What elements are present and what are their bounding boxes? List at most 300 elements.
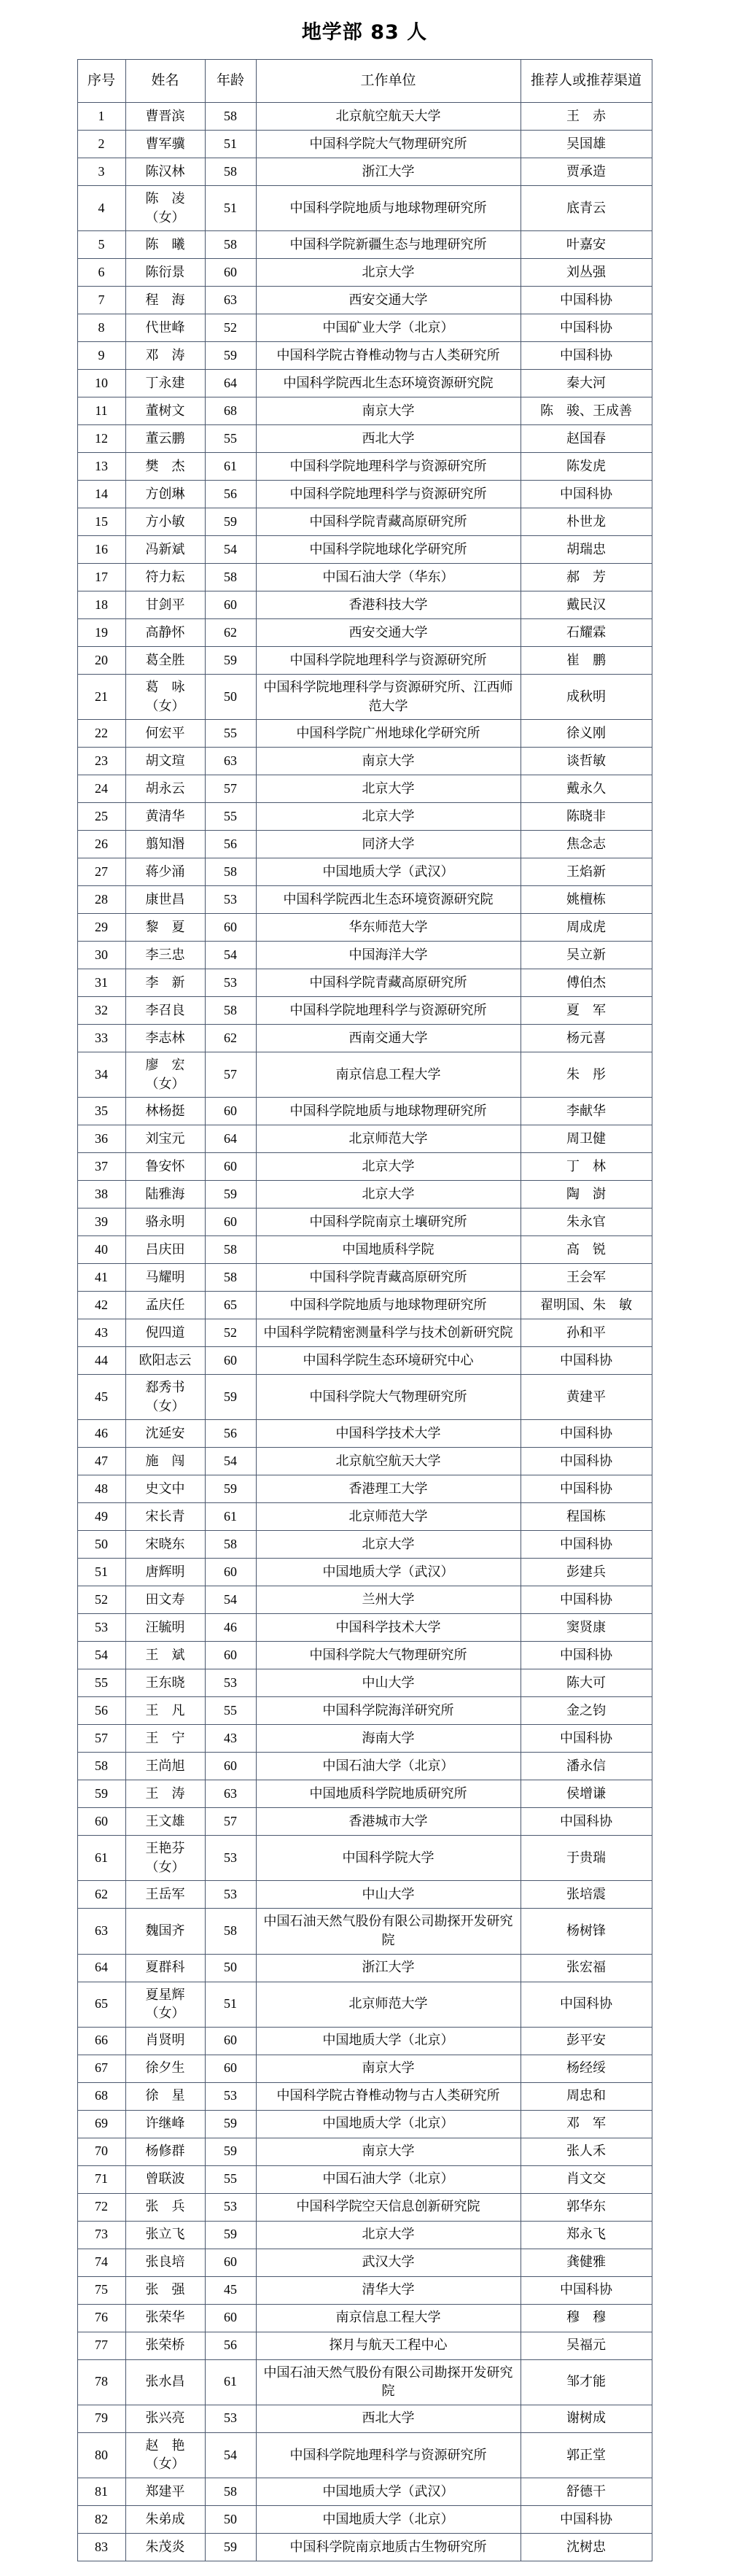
cell-age: 60 (205, 2304, 256, 2332)
member-name: 徐夕生 (145, 2060, 185, 2076)
member-name: 杨修群 (145, 2144, 185, 2159)
cell-name (125, 2432, 205, 2478)
cell-name (125, 942, 205, 969)
cell-work-unit: 北京大学 (256, 259, 521, 287)
cell-age: 52 (205, 314, 256, 342)
cell-name (125, 2110, 205, 2138)
cell-name (125, 1292, 205, 1319)
cell-recommender: 龚健雅 (521, 2249, 652, 2276)
cell-name (125, 1475, 205, 1503)
cell-age: 53 (205, 1881, 256, 1909)
member-name: 邓 涛 (145, 347, 185, 362)
cell-age: 60 (205, 259, 256, 287)
cell-age: 58 (205, 858, 256, 886)
cell-age: 59 (205, 342, 256, 370)
table-row (77, 2478, 652, 2505)
member-name: 施 闯 (145, 1454, 185, 1469)
cell-index: 8 (77, 314, 125, 342)
cell-work-unit: 南京信息工程大学 (256, 1052, 521, 1098)
cell-work-unit: 北京大学 (256, 1531, 521, 1559)
cell-age: 54 (205, 536, 256, 564)
cell-work-unit: 中国科学院古脊椎动物与古人类研究所 (256, 2082, 521, 2110)
cell-recommender: 赵国春 (521, 425, 652, 453)
cell-recommender: 中国科协 (521, 342, 652, 370)
cell-index: 40 (77, 1236, 125, 1264)
cell-index: 51 (77, 1559, 125, 1586)
gender-note: （女） (145, 1859, 185, 1874)
cell-work-unit: 北京师范大学 (256, 1125, 521, 1153)
cell-recommender: 周成虎 (521, 914, 652, 942)
cell-index: 74 (77, 2249, 125, 2276)
member-name: 宋长青 (145, 1509, 185, 1524)
cell-age: 55 (205, 803, 256, 831)
cell-recommender: 郝 芳 (521, 564, 652, 591)
member-name: 魏国齐 (145, 1923, 185, 1939)
cell-work-unit: 中国地质大学（武汉） (256, 1559, 521, 1586)
cell-recommender: 石耀霖 (521, 619, 652, 647)
table-row (77, 2027, 652, 2055)
cell-work-unit: 中国科学院地质与地球物理研究所 (256, 186, 521, 231)
cell-name (125, 259, 205, 287)
cell-recommender: 高 锐 (521, 1236, 652, 1264)
cell-name (125, 1954, 205, 1982)
table-row (77, 720, 652, 748)
table-row (77, 969, 652, 997)
cell-recommender: 陈发虎 (521, 453, 652, 481)
table-row (77, 591, 652, 619)
cell-index: 12 (77, 425, 125, 453)
table-row (77, 1753, 652, 1780)
cell-age: 58 (205, 564, 256, 591)
cell-recommender: 侯增谦 (521, 1780, 652, 1808)
table-row (77, 481, 652, 508)
cell-name (125, 342, 205, 370)
cell-age: 53 (205, 1669, 256, 1697)
cell-name (125, 2359, 205, 2405)
cell-work-unit: 西南交通大学 (256, 1025, 521, 1052)
cell-name (125, 1153, 205, 1181)
member-name: 陈 凌 (145, 191, 185, 206)
cell-work-unit: 中国科学院古脊椎动物与古人类研究所 (256, 342, 521, 370)
member-name: 王 宁 (145, 1731, 185, 1746)
cell-work-unit: 中国地质科学院地质研究所 (256, 1780, 521, 1808)
cell-index: 5 (77, 231, 125, 259)
cell-index: 36 (77, 1125, 125, 1153)
cell-recommender: 徐义刚 (521, 720, 652, 748)
cell-name (125, 1264, 205, 1292)
cell-work-unit: 中国科学院地质与地球物理研究所 (256, 1098, 521, 1125)
cell-recommender: 舒德干 (521, 2478, 652, 2505)
cell-recommender: 贾承造 (521, 158, 652, 186)
member-name: 王东晓 (145, 1675, 185, 1691)
cell-age: 55 (205, 720, 256, 748)
cell-name (125, 969, 205, 997)
cell-age: 60 (205, 2249, 256, 2276)
cell-name (125, 1181, 205, 1209)
cell-index: 70 (77, 2138, 125, 2165)
cell-recommender: 郭华东 (521, 2193, 652, 2221)
table-row (77, 1475, 652, 1503)
member-name: 张 强 (145, 2282, 185, 2297)
cell-index: 66 (77, 2027, 125, 2055)
member-name: 骆永明 (145, 1214, 185, 1229)
member-name: 李 新 (145, 974, 185, 990)
cell-recommender: 中国科协 (521, 2505, 652, 2533)
cell-age: 56 (205, 1420, 256, 1448)
member-name: 陈汉林 (145, 163, 185, 179)
cell-age: 58 (205, 231, 256, 259)
cell-work-unit: 中国科学院南京土壤研究所 (256, 1209, 521, 1236)
cell-name (125, 1780, 205, 1808)
table-row (77, 1347, 652, 1375)
cell-age: 56 (205, 831, 256, 858)
cell-work-unit: 中国科学院地理科学与资源研究所 (256, 453, 521, 481)
table-row (77, 1725, 652, 1753)
cell-age: 60 (205, 914, 256, 942)
table-row (77, 775, 652, 803)
cell-age: 60 (205, 1347, 256, 1375)
cell-name (125, 858, 205, 886)
cell-index: 45 (77, 1375, 125, 1420)
cell-age: 52 (205, 1319, 256, 1347)
cell-age: 45 (205, 2276, 256, 2304)
member-name: 赵 艳 (145, 2437, 185, 2453)
cell-recommender: 王会军 (521, 1264, 652, 1292)
member-name: 胡文瑄 (145, 753, 185, 768)
table-row (77, 914, 652, 942)
cell-age: 43 (205, 1725, 256, 1753)
cell-age: 62 (205, 1025, 256, 1052)
cell-index: 2 (77, 131, 125, 158)
cell-recommender: 邹才能 (521, 2359, 652, 2405)
cell-name (125, 231, 205, 259)
cell-work-unit: 北京师范大学 (256, 1982, 521, 2027)
cell-age: 60 (205, 1753, 256, 1780)
cell-index: 69 (77, 2110, 125, 2138)
cell-recommender: 中国科协 (521, 1475, 652, 1503)
cell-name (125, 2082, 205, 2110)
cell-index: 82 (77, 2505, 125, 2533)
cell-age: 53 (205, 2082, 256, 2110)
member-name: 方小敏 (145, 513, 185, 529)
cell-age: 59 (205, 2533, 256, 2561)
cell-recommender: 戴永久 (521, 775, 652, 803)
cell-recommender: 杨经绥 (521, 2055, 652, 2082)
cell-recommender: 朴世龙 (521, 508, 652, 536)
cell-age: 68 (205, 397, 256, 425)
cell-age: 51 (205, 131, 256, 158)
cell-name (125, 1052, 205, 1098)
cell-name (125, 131, 205, 158)
table-row (77, 675, 652, 720)
member-name: 王尚旭 (145, 1758, 185, 1774)
cell-name (125, 2276, 205, 2304)
table-row (77, 2405, 652, 2432)
cell-index: 30 (77, 942, 125, 969)
table-row (77, 1836, 652, 1881)
table-row (77, 2082, 652, 2110)
cell-recommender: 孙和平 (521, 1319, 652, 1347)
member-name: 唐辉明 (145, 1564, 185, 1580)
cell-name (125, 287, 205, 314)
cell-recommender: 张人禾 (521, 2138, 652, 2165)
member-name: 张荣桥 (145, 2338, 185, 2353)
member-name: 代世峰 (145, 319, 185, 335)
cell-work-unit: 中国科学院精密测量科学与技术创新研究院 (256, 1319, 521, 1347)
table-row (77, 453, 652, 481)
cell-name (125, 748, 205, 775)
cell-recommender: 于贵瑞 (521, 1836, 652, 1881)
cell-name (125, 1375, 205, 1420)
cell-work-unit: 中国石油大学（北京） (256, 2165, 521, 2193)
member-name: 王艳芬 (145, 1841, 185, 1856)
table-row (77, 1954, 652, 1982)
cell-recommender: 王 赤 (521, 103, 652, 131)
member-name: 李三忠 (145, 947, 185, 962)
cell-work-unit: 中国地质大学（北京） (256, 2027, 521, 2055)
member-name: 孟庆任 (145, 1297, 185, 1312)
cell-name (125, 2221, 205, 2249)
member-name: 胡永云 (145, 780, 185, 796)
table-row (77, 1669, 652, 1697)
cell-recommender: 中国科协 (521, 314, 652, 342)
cell-name (125, 591, 205, 619)
cell-work-unit: 中国地质科学院 (256, 1236, 521, 1264)
cell-name (125, 1909, 205, 1954)
cell-age: 60 (205, 1153, 256, 1181)
member-name: 程 海 (145, 292, 185, 307)
member-name: 刘宝元 (145, 1131, 185, 1146)
cell-age: 54 (205, 1448, 256, 1475)
cell-recommender: 彭建兵 (521, 1559, 652, 1586)
member-name: 田文寿 (145, 1592, 185, 1607)
member-name: 汪毓明 (145, 1620, 185, 1635)
cell-age: 59 (205, 1375, 256, 1420)
cell-age: 50 (205, 1954, 256, 1982)
cell-recommender: 张培震 (521, 1881, 652, 1909)
cell-index: 71 (77, 2165, 125, 2193)
cell-recommender: 中国科协 (521, 1982, 652, 2027)
cell-recommender: 谈哲敏 (521, 748, 652, 775)
table-row (77, 1909, 652, 1954)
cell-work-unit: 北京大学 (256, 2221, 521, 2249)
member-name: 丁永建 (145, 375, 185, 390)
cell-index: 50 (77, 1531, 125, 1559)
cell-index: 16 (77, 536, 125, 564)
cell-work-unit: 香港理工大学 (256, 1475, 521, 1503)
cell-recommender: 谢树成 (521, 2405, 652, 2432)
cell-work-unit: 北京大学 (256, 775, 521, 803)
cell-recommender: 吴立新 (521, 942, 652, 969)
cell-work-unit: 中国科学技术大学 (256, 1614, 521, 1642)
cell-work-unit: 同济大学 (256, 831, 521, 858)
cell-name (125, 1808, 205, 1836)
cell-index: 47 (77, 1448, 125, 1475)
cell-age: 59 (205, 1181, 256, 1209)
cell-work-unit: 北京大学 (256, 803, 521, 831)
table-row (77, 803, 652, 831)
cell-name (125, 2405, 205, 2432)
member-name: 朱茂炎 (145, 2539, 185, 2554)
cell-name (125, 803, 205, 831)
table-row (77, 748, 652, 775)
member-name: 陈衍景 (145, 264, 185, 279)
cell-index: 25 (77, 803, 125, 831)
cell-age: 50 (205, 2505, 256, 2533)
table-row (77, 886, 652, 914)
cell-recommender: 杨元喜 (521, 1025, 652, 1052)
cell-work-unit: 中国科学院地理科学与资源研究所 (256, 2432, 521, 2478)
cell-work-unit: 南京大学 (256, 748, 521, 775)
cell-recommender: 中国科协 (521, 1531, 652, 1559)
cell-index: 75 (77, 2276, 125, 2304)
cell-age: 63 (205, 1780, 256, 1808)
member-name: 高静怀 (145, 624, 185, 640)
cell-recommender: 沈树忠 (521, 2533, 652, 2561)
table-row (77, 131, 652, 158)
member-name: 张水昌 (145, 2374, 185, 2389)
cell-name (125, 886, 205, 914)
table-row (77, 186, 652, 231)
cell-index: 62 (77, 1881, 125, 1909)
cell-index: 7 (77, 287, 125, 314)
cell-age: 59 (205, 508, 256, 536)
cell-work-unit: 南京大学 (256, 2055, 521, 2082)
cell-work-unit: 中国科学院青藏高原研究所 (256, 969, 521, 997)
cell-age: 57 (205, 775, 256, 803)
table-row (77, 1586, 652, 1614)
cell-recommender: 李献华 (521, 1098, 652, 1125)
cell-age: 62 (205, 619, 256, 647)
member-name: 何宏平 (145, 725, 185, 740)
cell-work-unit: 中国石油大学（华东） (256, 564, 521, 591)
cell-index: 14 (77, 481, 125, 508)
gender-note: （女） (145, 1076, 185, 1091)
table-row (77, 1420, 652, 1448)
member-name: 徐 星 (145, 2088, 185, 2103)
cell-name (125, 186, 205, 231)
cell-age: 58 (205, 103, 256, 131)
cell-work-unit: 西安交通大学 (256, 287, 521, 314)
member-name: 张良培 (145, 2254, 185, 2270)
table-row (77, 2110, 652, 2138)
member-name: 董云鹏 (145, 430, 185, 446)
member-name: 夏群科 (145, 1960, 185, 1975)
cell-recommender: 中国科协 (521, 2276, 652, 2304)
table-row (77, 1448, 652, 1475)
cell-work-unit: 中国科学院西北生态环境资源研究院 (256, 370, 521, 397)
table-body (77, 103, 652, 2561)
cell-recommender: 中国科协 (521, 1420, 652, 1448)
member-name: 王 斌 (145, 1648, 185, 1663)
cell-name (125, 1881, 205, 1909)
cell-age: 54 (205, 2432, 256, 2478)
cell-work-unit: 中国科学院大气物理研究所 (256, 131, 521, 158)
cell-recommender: 刘丛强 (521, 259, 652, 287)
member-name: 廖 宏 (145, 1058, 185, 1073)
table-row (77, 397, 652, 425)
cell-recommender: 中国科协 (521, 1586, 652, 1614)
member-name: 林杨挺 (145, 1103, 185, 1118)
cell-recommender: 杨树锋 (521, 1909, 652, 1954)
cell-index: 35 (77, 1098, 125, 1125)
cell-index: 1 (77, 103, 125, 131)
cell-index: 46 (77, 1420, 125, 1448)
table-row (77, 2276, 652, 2304)
cell-name (125, 2533, 205, 2561)
table-row (77, 158, 652, 186)
cell-name (125, 775, 205, 803)
member-name: 方创琳 (145, 486, 185, 501)
cell-name (125, 564, 205, 591)
table-row (77, 2165, 652, 2193)
member-name: 陆雅海 (145, 1187, 185, 1201)
member-name: 曾联波 (145, 2171, 185, 2187)
member-name: 曹军骥 (145, 136, 185, 151)
table-row (77, 425, 652, 453)
cell-work-unit: 中国科学院南京地质古生物研究所 (256, 2533, 521, 2561)
cell-age: 51 (205, 186, 256, 231)
cell-age: 59 (205, 2138, 256, 2165)
cell-work-unit: 中国科学院青藏高原研究所 (256, 508, 521, 536)
cell-index: 3 (77, 158, 125, 186)
cell-index: 83 (77, 2533, 125, 2561)
cell-work-unit: 中国石油大学（北京） (256, 1753, 521, 1780)
cell-name (125, 158, 205, 186)
cell-work-unit: 中国科学院地理科学与资源研究所 (256, 481, 521, 508)
cell-age: 51 (205, 1982, 256, 2027)
cell-name (125, 1098, 205, 1125)
cell-work-unit: 海南大学 (256, 1725, 521, 1753)
table-row (77, 287, 652, 314)
member-name: 肖贤明 (145, 2033, 185, 2048)
cell-age: 54 (205, 942, 256, 969)
col-header-unit: 工作单位 (256, 60, 521, 103)
cell-age: 58 (205, 158, 256, 186)
cell-index: 28 (77, 886, 125, 914)
cell-recommender: 张宏福 (521, 1954, 652, 1982)
member-name: 沈延安 (145, 1426, 185, 1441)
cell-recommender: 姚檀栋 (521, 886, 652, 914)
cell-name (125, 1586, 205, 1614)
table-row (77, 2359, 652, 2405)
cell-name (125, 1420, 205, 1448)
cell-age: 56 (205, 481, 256, 508)
cell-recommender: 成秋明 (521, 675, 652, 720)
cell-age: 64 (205, 1125, 256, 1153)
cell-recommender: 傅伯杰 (521, 969, 652, 997)
cell-age: 63 (205, 287, 256, 314)
table-row (77, 1264, 652, 1292)
cell-work-unit: 中国地质大学（北京） (256, 2110, 521, 2138)
member-name: 张立飞 (145, 2227, 185, 2242)
member-name: 许继峰 (145, 2116, 185, 2131)
gender-note: （女） (145, 209, 185, 225)
cell-work-unit: 中国石油天然气股份有限公司勘探开发研究院 (256, 1909, 521, 1954)
cell-recommender: 吴国雄 (521, 131, 652, 158)
col-header-name: 姓名 (125, 60, 205, 103)
member-name: 曹晋滨 (145, 108, 185, 123)
member-name: 符力耘 (145, 569, 185, 584)
cell-index: 23 (77, 748, 125, 775)
cell-recommender: 郭正堂 (521, 2432, 652, 2478)
gender-note: （女） (145, 2006, 185, 2021)
cell-index: 43 (77, 1319, 125, 1347)
cell-work-unit: 中国矿业大学（北京） (256, 314, 521, 342)
cell-age: 60 (205, 2027, 256, 2055)
cell-index: 64 (77, 1954, 125, 1982)
cell-age: 55 (205, 2165, 256, 2193)
